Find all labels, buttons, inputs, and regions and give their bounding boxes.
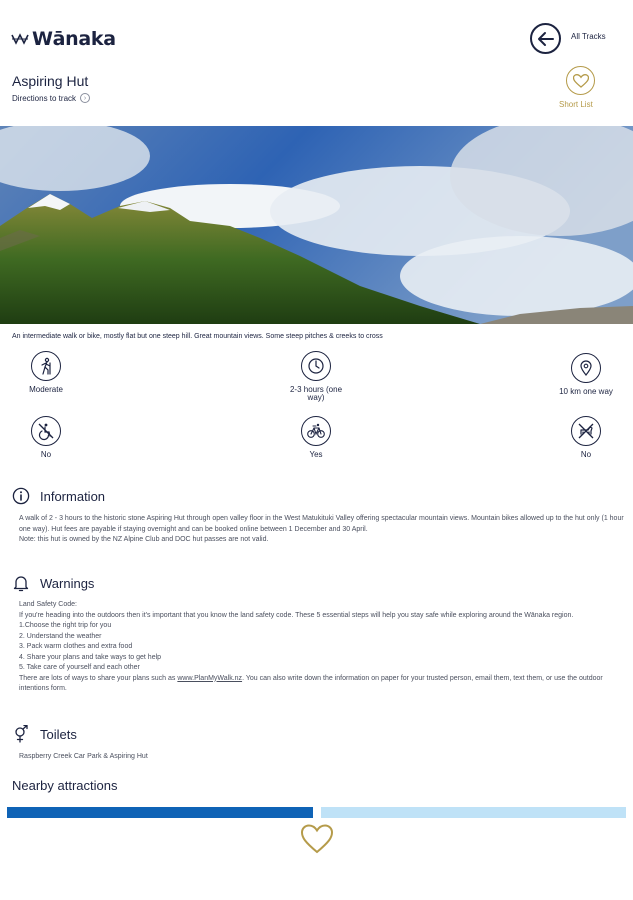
land-safety-code-title: Land Safety Code:: [19, 601, 77, 608]
planmywalk-link[interactable]: www.PlanMyWalk.nz: [177, 674, 243, 682]
stat-bikes: [271, 416, 361, 459]
heart-icon: [300, 823, 334, 855]
toilets-heading: [12, 725, 77, 743]
arrow-right-circle-icon: ›: [80, 93, 90, 103]
page-title: Aspiring Hut: [12, 73, 89, 89]
warnings-heading: [12, 574, 94, 592]
bike-icon: [301, 416, 331, 446]
shortlist-label: Short List: [559, 100, 593, 109]
info-icon: [12, 487, 30, 505]
shortlist-button[interactable]: [566, 66, 595, 95]
toilet-gender-icon: [12, 725, 30, 743]
safety-step: 4. Share your plans and take ways to get help: [19, 653, 162, 661]
stat-dogs: [541, 416, 631, 459]
stat-distance: [541, 353, 631, 396]
nearby-attraction-card[interactable]: [7, 807, 313, 818]
land-safety-intro: If you're heading into the outdoors then it's important that you know the land safety code. These 5 essential steps will help you stay safe while exploring around the Wānaka region.: [19, 611, 574, 619]
directions-link[interactable]: [12, 93, 90, 103]
arrow-left-icon: [537, 31, 555, 47]
information-text: [19, 514, 624, 546]
stat-label: No: [40, 450, 52, 459]
safety-step: 1.Choose the right trip for you: [19, 622, 112, 629]
bell-icon: [12, 574, 30, 592]
information-title: Information: [40, 488, 106, 504]
stat-label: 2-3 hours (one way): [289, 385, 343, 402]
stat-wheelchair: [1, 416, 91, 459]
information-heading: [12, 487, 105, 505]
share-plans-before: There are lots of ways to share your plans such as: [19, 674, 178, 682]
all-tracks-link[interactable]: All Tracks: [571, 32, 606, 41]
stat-label: Moderate: [29, 385, 63, 394]
no-wheelchair-icon: [31, 416, 61, 446]
location-pin-icon: [571, 353, 601, 383]
stat-label: No: [580, 450, 592, 459]
nearby-attraction-card[interactable]: [321, 807, 626, 818]
stat-label: Yes: [309, 450, 323, 459]
nearby-shortlist-button[interactable]: [300, 823, 334, 855]
heart-icon: [573, 74, 589, 88]
app-header: [0, 0, 633, 126]
brand-name: Wānaka: [32, 28, 116, 50]
track-summary: An intermediate walk or bike, mostly flat but one steep hill. Great mountain views. Some steep pitches & creeks to cross: [12, 333, 383, 340]
wanaka-logo[interactable]: [11, 28, 116, 50]
safety-step: 3. Pack warm clothes and extra food: [19, 643, 133, 650]
wanaka-logo-mark-icon: [11, 30, 29, 48]
back-button[interactable]: [530, 23, 561, 54]
safety-step: 2. Understand the weather: [19, 632, 102, 640]
walker-icon: [31, 351, 61, 381]
nearby-attractions-title: Nearby attractions: [12, 778, 118, 793]
information-note: Note: this hut is owned by the NZ Alpine Club and DOC hut passes are not valid.: [19, 536, 269, 543]
stat-difficulty: [1, 351, 91, 394]
share-plans-after: . You can also write down the information on paper for your trusted person, email them, text them, or use the outdoor intentions form.: [19, 674, 603, 692]
share-plans-text: [19, 674, 624, 695]
toilets-title: Toilets: [40, 726, 77, 742]
warnings-title: Warnings: [40, 575, 95, 591]
safety-step: 5. Take care of yourself and each other: [19, 664, 140, 671]
toilets-text: Raspberry Creek Car Park & Aspiring Hut: [19, 753, 148, 760]
directions-label: Directions to track: [12, 93, 77, 103]
warnings-text: [19, 600, 624, 695]
information-paragraph: A walk of 2 - 3 hours to the historic stone Aspiring Hut through open valley floor in the West Matukituki Valley offering spectacular mountain views. Mountain bikes allowed up to the hut only (1 hour one way). Hut fees are payable if staying overnight and can be booked online between 1 December and 30 April.: [19, 515, 624, 533]
stat-label: 10 km one way: [559, 387, 613, 396]
hero-mountain-image: [0, 126, 633, 324]
clock-icon: [301, 351, 331, 381]
stat-duration: [271, 351, 361, 402]
no-dogs-icon: [571, 416, 601, 446]
